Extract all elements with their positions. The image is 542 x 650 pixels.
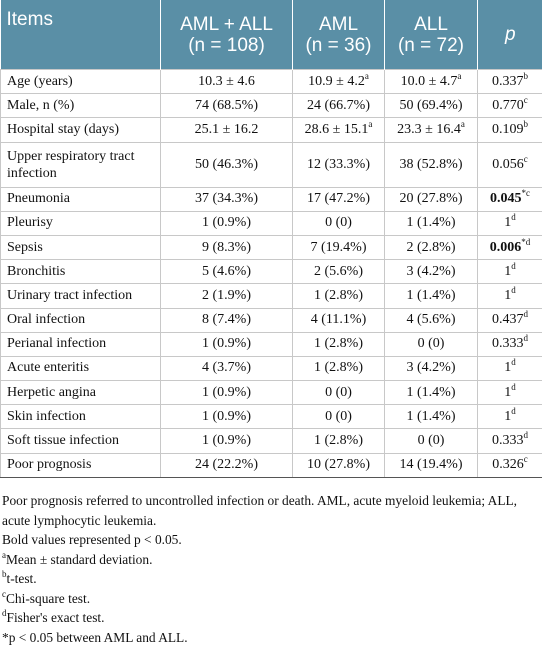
aml-cell [293, 429, 385, 453]
total-cell-value: 37 (34.3%) [195, 191, 258, 207]
total-cell-value: 1 (0.9%) [202, 215, 251, 231]
p-cell-footnote: c [523, 94, 528, 105]
p-cell-footnote: d [511, 212, 516, 223]
item-cell-value: Pneumonia [7, 191, 70, 207]
item-cell [1, 211, 161, 235]
all-cell [385, 405, 478, 429]
table-row [1, 453, 542, 477]
p-cell [478, 142, 542, 187]
table-row [1, 211, 542, 235]
all-cell-value: 2 (2.8%) [406, 239, 456, 255]
note-significance: *p < 0.05 between AML and ALL. [2, 629, 188, 645]
item-cell [1, 332, 161, 356]
table-row [1, 235, 542, 259]
all-cell-footnote: a [460, 118, 465, 129]
total-cell [161, 187, 293, 211]
item-cell-value: Skin infection [7, 408, 86, 424]
p-cell-value: 1 [504, 263, 512, 279]
p-cell-footnote: b [523, 118, 528, 129]
item-cell [1, 94, 161, 118]
all-cell-value: 10.0 ± 4.7 [400, 73, 458, 89]
item-cell-value: Pleurisy [7, 215, 53, 231]
p-cell [478, 70, 542, 94]
all-cell-value: 14 (19.4%) [399, 457, 463, 473]
total-cell [161, 308, 293, 332]
aml-cell [293, 118, 385, 142]
item-cell-value: Poor prognosis [7, 457, 92, 473]
p-cell-footnote: d [523, 309, 528, 320]
aml-cell [293, 453, 385, 477]
p-cell [478, 235, 542, 259]
header-aml-all: AML + ALL (n = 108) [161, 0, 293, 70]
all-cell-value: 20 (27.8%) [399, 191, 463, 207]
total-cell [161, 405, 293, 429]
item-cell-value: Perianal infection [7, 336, 107, 352]
all-cell [385, 260, 478, 284]
p-cell-footnote: d [511, 260, 516, 271]
item-cell-value: Upper respiratory tract infection [7, 148, 135, 181]
total-cell-value: 10.3 ± 4.6 [198, 73, 255, 89]
p-cell-footnote: d [511, 405, 516, 416]
item-cell-value: Bronchitis [7, 263, 66, 279]
p-cell [478, 453, 542, 477]
total-cell-value: 4 (3.7%) [202, 360, 251, 376]
item-cell-value: Hospital stay (days) [7, 121, 119, 137]
p-cell-value: 0.109 [492, 121, 524, 137]
all-cell-footnote: a [457, 70, 462, 81]
total-cell-value: 1 (0.9%) [202, 408, 251, 424]
total-cell [161, 356, 293, 380]
table-row [1, 356, 542, 380]
all-cell [385, 429, 478, 453]
p-cell-value: 0.770 [492, 97, 524, 113]
item-cell [1, 70, 161, 94]
aml-cell [293, 405, 385, 429]
all-cell [385, 453, 478, 477]
p-cell [478, 381, 542, 405]
note-a: $^a$Mean ± standard deviation. [2, 549, 153, 567]
all-cell [385, 70, 478, 94]
item-cell-value: Male, n (%) [7, 97, 75, 113]
aml-cell-value: 0 (0) [325, 408, 352, 424]
item-cell [1, 235, 161, 259]
total-cell-value: 25.1 ± 16.2 [194, 121, 259, 137]
note-abbreviations: Poor prognosis referred to uncontrolled infection or death. AML, acute myeloid leukemia; ALL, acute lymphocytic leukemia. [2, 493, 518, 528]
item-cell-value: Urinary tract infection [7, 287, 133, 303]
p-cell [478, 356, 542, 380]
p-cell-value: 0.056 [492, 156, 524, 172]
aml-cell [293, 94, 385, 118]
aml-cell [293, 381, 385, 405]
item-cell [1, 429, 161, 453]
item-cell [1, 356, 161, 380]
table-row [1, 118, 542, 142]
aml-cell [293, 332, 385, 356]
p-cell [478, 94, 542, 118]
p-cell-value: 1 [504, 408, 512, 424]
item-cell [1, 453, 161, 477]
p-cell-footnote: d [523, 333, 528, 344]
header-aml-all-n: (n = 108) [188, 34, 265, 56]
total-cell-value: 24 (22.2%) [195, 457, 258, 473]
all-cell-value: 3 (4.2%) [406, 360, 456, 376]
p-cell-value: 1 [504, 287, 512, 303]
total-cell-value: 1 (0.9%) [202, 433, 251, 449]
note-c: $^c$Chi-square test. [2, 588, 91, 606]
table-row [1, 187, 542, 211]
aml-cell [293, 356, 385, 380]
total-cell [161, 142, 293, 187]
p-cell [478, 332, 542, 356]
aml-cell [293, 211, 385, 235]
p-cell [478, 118, 542, 142]
all-cell [385, 284, 478, 308]
all-cell [385, 381, 478, 405]
header-items: Items [1, 0, 161, 70]
aml-cell-value: 10.9 ± 4.2 [308, 73, 365, 89]
p-cell [478, 405, 542, 429]
note-bold: Bold values represented p < 0.05. [2, 532, 182, 547]
item-cell [1, 381, 161, 405]
table-row [1, 70, 542, 94]
total-cell [161, 211, 293, 235]
table-notes [0, 491, 542, 647]
aml-cell-value: 0 (0) [325, 215, 352, 231]
aml-cell [293, 142, 385, 187]
item-cell [1, 405, 161, 429]
all-cell [385, 94, 478, 118]
note-b: $^b$t-test. [2, 569, 37, 586]
header-aml: AML (n = 36) [293, 0, 385, 70]
item-cell [1, 142, 161, 187]
total-cell [161, 381, 293, 405]
all-cell-value: 38 (52.8%) [399, 156, 463, 172]
aml-cell-value: 1 (2.8%) [314, 433, 363, 449]
table-row [1, 142, 542, 187]
p-cell-footnote: b [523, 70, 528, 81]
aml-cell-footnote: a [368, 118, 373, 129]
all-cell [385, 235, 478, 259]
aml-cell-footnote: a [364, 70, 369, 81]
aml-cell-value: 10 (27.8%) [307, 457, 370, 473]
table-body [1, 70, 542, 478]
table-row [1, 284, 542, 308]
total-cell-value: 1 (0.9%) [202, 336, 251, 352]
table-row [1, 332, 542, 356]
p-cell [478, 284, 542, 308]
total-cell-value: 8 (7.4%) [202, 312, 251, 328]
aml-cell-value: 17 (47.2%) [307, 191, 370, 207]
item-cell-value: Oral infection [7, 312, 86, 328]
p-cell-value: 1 [504, 215, 512, 231]
total-cell [161, 260, 293, 284]
item-cell-value: Acute enteritis [7, 360, 90, 376]
item-cell-value: Herpetic angina [7, 384, 97, 400]
p-cell [478, 211, 542, 235]
p-cell-value: 0.333 [492, 433, 524, 449]
p-cell-footnote: d [511, 381, 516, 392]
total-cell-value: 50 (46.3%) [195, 156, 258, 172]
aml-cell-value: 1 (2.8%) [314, 360, 363, 376]
p-cell-value: 0.333 [492, 336, 524, 352]
item-cell [1, 118, 161, 142]
all-cell [385, 211, 478, 235]
aml-cell-value: 4 (11.1%) [310, 312, 367, 328]
all-cell-value: 50 (69.4%) [399, 97, 463, 113]
table-row [1, 308, 542, 332]
p-cell-footnote: d [511, 357, 516, 368]
table-row [1, 381, 542, 405]
p-cell-value: 0.045 [490, 191, 522, 207]
p-cell-footnote: c [523, 454, 528, 465]
item-cell [1, 260, 161, 284]
aml-cell [293, 284, 385, 308]
table-row [1, 94, 542, 118]
aml-cell-value: 24 (66.7%) [307, 97, 370, 113]
total-cell-value: 1 (0.9%) [202, 384, 251, 400]
item-cell [1, 187, 161, 211]
p-cell [478, 260, 542, 284]
table-row [1, 429, 542, 453]
aml-cell-value: 1 (2.8%) [314, 336, 363, 352]
total-cell [161, 284, 293, 308]
all-cell-value: 1 (1.4%) [406, 384, 456, 400]
item-cell-value: Soft tissue infection [7, 433, 119, 449]
total-cell [161, 94, 293, 118]
total-cell-value: 9 (8.3%) [202, 239, 251, 255]
note-d: $^d$Fisher's exact test. [2, 608, 105, 625]
p-cell-footnote: c [523, 153, 528, 164]
p-cell-value: 0.437 [492, 312, 524, 328]
aml-cell-value: 12 (33.3%) [307, 156, 370, 172]
total-cell [161, 70, 293, 94]
all-cell [385, 332, 478, 356]
all-cell-value: 0 (0) [417, 433, 445, 449]
aml-cell-value: 28.6 ± 15.1 [304, 121, 369, 137]
total-cell [161, 235, 293, 259]
aml-cell-value: 2 (5.6%) [314, 263, 363, 279]
total-cell-value: 5 (4.6%) [202, 263, 251, 279]
all-cell-value: 0 (0) [417, 336, 445, 352]
header-p: p [478, 0, 542, 70]
total-cell-value: 74 (68.5%) [195, 97, 258, 113]
total-cell [161, 118, 293, 142]
aml-cell [293, 308, 385, 332]
aml-cell-value: 0 (0) [325, 384, 352, 400]
header-aml-n: (n = 36) [305, 34, 372, 56]
all-cell-value: 3 (4.2%) [406, 263, 456, 279]
aml-cell-value: 1 (2.8%) [314, 287, 363, 303]
all-cell [385, 308, 478, 332]
p-cell [478, 187, 542, 211]
table-row [1, 260, 542, 284]
p-cell-value: 0.337 [492, 73, 524, 89]
total-cell [161, 332, 293, 356]
p-cell-value: 0.326 [492, 457, 524, 473]
header-row [1, 0, 542, 70]
header-all: ALL (n = 72) [385, 0, 478, 70]
header-all-n: (n = 72) [397, 34, 464, 56]
aml-cell [293, 70, 385, 94]
all-cell [385, 187, 478, 211]
item-cell-value: Age (years) [7, 73, 73, 89]
p-cell-footnote: d [511, 284, 516, 295]
item-cell [1, 284, 161, 308]
table-row [1, 405, 542, 429]
total-cell [161, 453, 293, 477]
aml-cell [293, 260, 385, 284]
aml-cell-value: 7 (19.4%) [310, 239, 367, 255]
p-cell [478, 308, 542, 332]
p-cell-value: 1 [504, 384, 512, 400]
p-cell-footnote: *c [521, 188, 530, 199]
all-cell-value: 1 (1.4%) [406, 287, 456, 303]
all-cell [385, 142, 478, 187]
p-cell-value: 1 [504, 360, 512, 376]
aml-cell [293, 187, 385, 211]
all-cell [385, 118, 478, 142]
all-cell-value: 4 (5.6%) [406, 312, 456, 328]
p-cell-footnote: d [523, 430, 528, 441]
item-cell-value: Sepsis [7, 239, 43, 255]
all-cell-value: 23.3 ± 16.4 [397, 121, 461, 137]
p-cell-footnote: *d [521, 236, 531, 247]
item-cell [1, 308, 161, 332]
total-cell [161, 429, 293, 453]
all-cell-value: 1 (1.4%) [406, 408, 456, 424]
total-cell-value: 2 (1.9%) [202, 287, 251, 303]
all-cell [385, 356, 478, 380]
all-cell-value: 1 (1.4%) [406, 215, 456, 231]
aml-cell [293, 235, 385, 259]
p-cell [478, 429, 542, 453]
p-cell-value: 0.006 [489, 239, 522, 255]
